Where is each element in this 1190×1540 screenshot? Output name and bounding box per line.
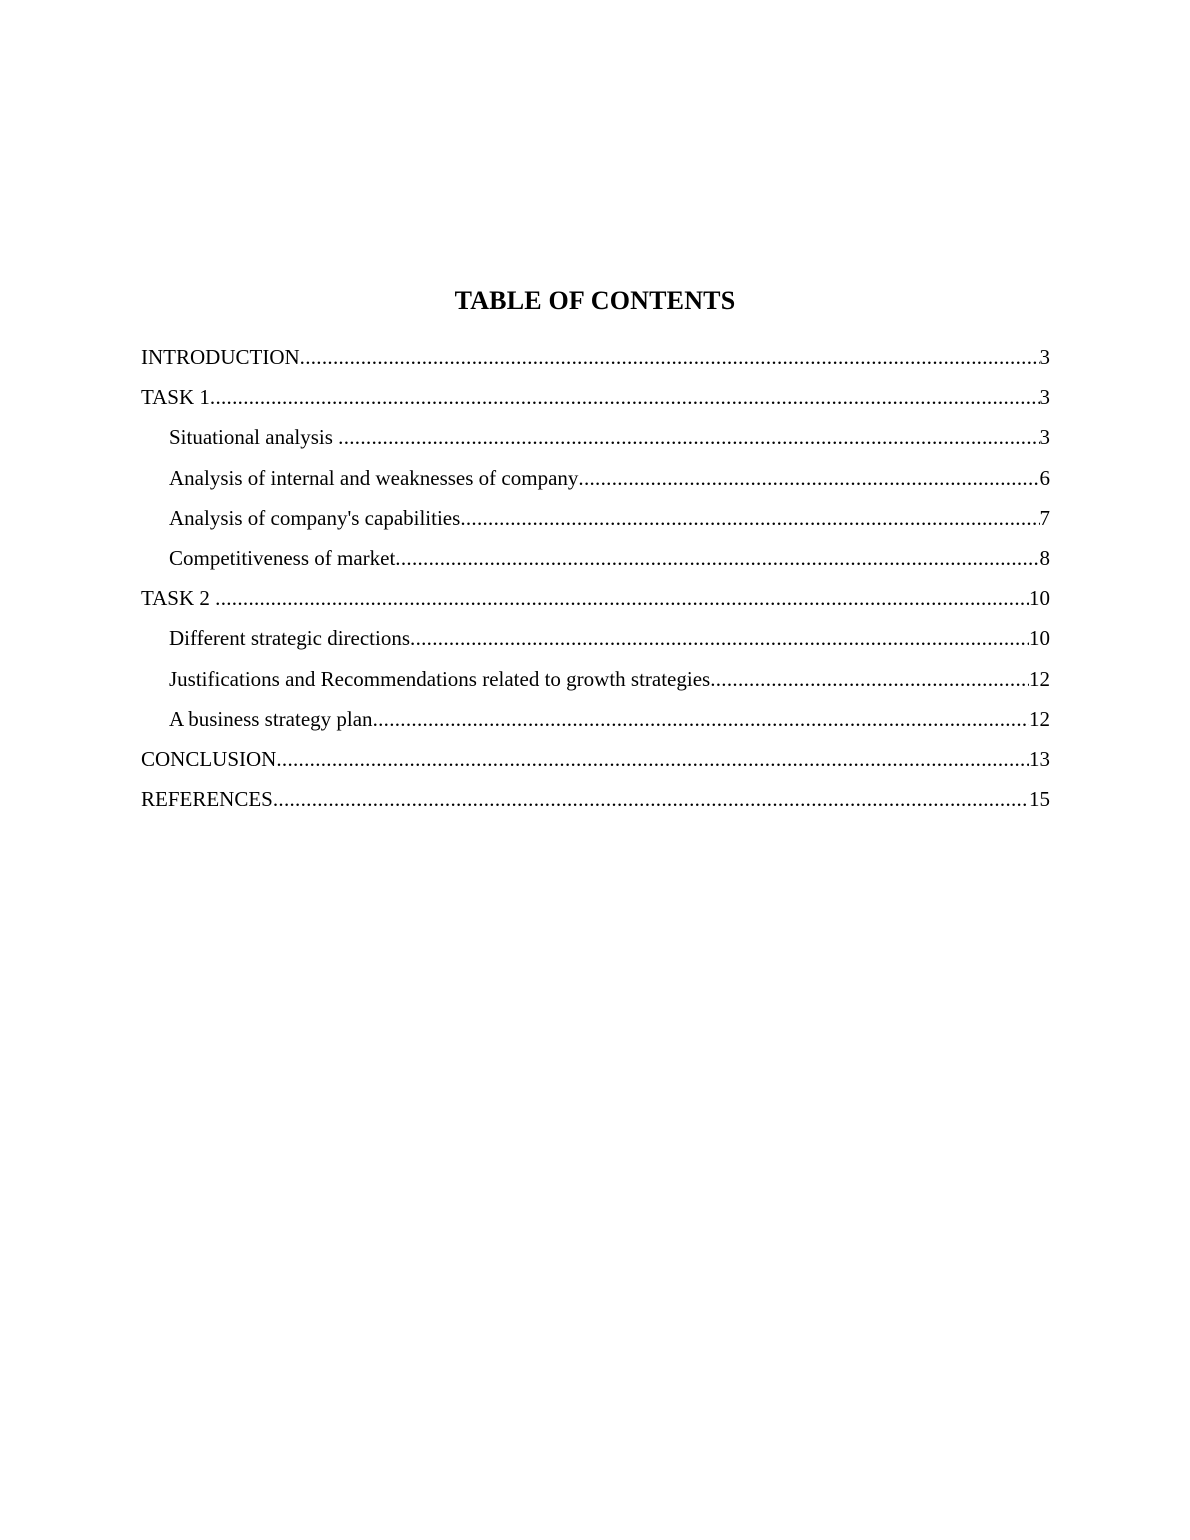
toc-entry-label: REFERENCES — [141, 787, 273, 812]
toc-entry-introduction[interactable] — [141, 342, 1050, 382]
toc-entry-label: Justifications and Recommendations related to growth strategies — [169, 666, 711, 691]
toc-entry-label: INTRODUCTION — [141, 345, 300, 369]
toc-heading: TABLE OF CONTENTS — [454, 286, 736, 315]
toc-page-number: 12 — [1029, 706, 1050, 731]
toc-dot-leader — [710, 664, 1029, 694]
toc-page-number: 3 — [1039, 425, 1050, 450]
toc-dot-leader — [373, 704, 1029, 734]
toc-dot-leader — [395, 543, 1039, 573]
toc-entry-task-2[interactable] — [141, 583, 1050, 623]
toc-dot-leader — [410, 623, 1029, 653]
toc-entry-internal-weaknesses[interactable] — [141, 463, 1050, 503]
toc-page-number: 3 — [1039, 345, 1050, 369]
toc-entry-label: TASK 1 — [141, 385, 210, 410]
toc-page-number: 10 — [1029, 626, 1050, 651]
toc-page-number: 12 — [1029, 666, 1050, 691]
toc-dot-leader — [338, 422, 1039, 452]
toc-entry-business-strategy-plan[interactable] — [141, 704, 1050, 744]
toc-entry-conclusion[interactable] — [141, 744, 1050, 784]
toc-entry-task-1[interactable] — [141, 382, 1050, 422]
toc-entry-label: Analysis of internal and weaknesses of company — [169, 465, 579, 490]
toc-entry-justifications-recommendations[interactable] — [141, 664, 1050, 704]
toc-page-number: 8 — [1039, 545, 1050, 570]
toc-dot-leader — [273, 784, 1029, 814]
toc-entry-references[interactable] — [141, 784, 1050, 824]
toc-dot-leader — [276, 744, 1029, 774]
toc-dot-leader — [460, 503, 1039, 533]
toc-entry-label: CONCLUSION — [141, 746, 277, 771]
toc-entry-label: Different strategic directions — [169, 626, 411, 651]
toc-entry-market-competitiveness[interactable] — [141, 543, 1050, 583]
toc-page-number: 15 — [1029, 787, 1050, 812]
toc-entry-label: TASK 2 — [141, 586, 216, 611]
toc-entry-label: Analysis of company's capabilities — [169, 505, 461, 530]
toc-page-number: 13 — [1029, 746, 1050, 771]
toc-entry-strategic-directions[interactable] — [141, 623, 1050, 663]
toc-dot-leader — [210, 382, 1040, 412]
toc-entry-label: Situational analysis — [169, 425, 339, 450]
toc-entry-label: Competitiveness of market — [169, 545, 396, 570]
toc-list — [141, 342, 1050, 824]
toc-page-number: 6 — [1039, 465, 1050, 490]
toc-page-number: 3 — [1039, 385, 1050, 410]
toc-page-number: 10 — [1029, 586, 1050, 611]
toc-page-number: 7 — [1039, 505, 1050, 530]
toc-entry-company-capabilities[interactable] — [141, 503, 1050, 543]
toc-entry-label: A business strategy plan — [169, 706, 373, 731]
toc-entry-situational-analysis[interactable] — [141, 422, 1050, 462]
toc-dot-leader — [300, 342, 1040, 372]
toc-dot-leader — [215, 583, 1029, 613]
toc-dot-leader — [578, 463, 1039, 493]
